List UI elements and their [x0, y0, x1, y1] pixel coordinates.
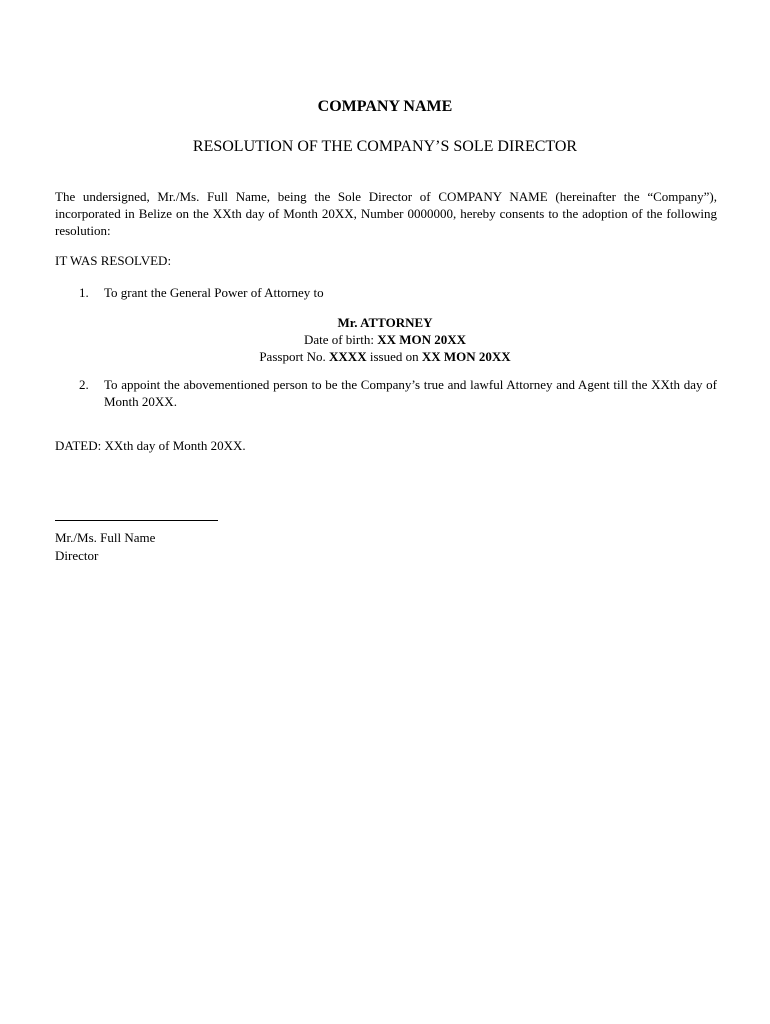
item-number: 1.: [79, 285, 89, 300]
signatory-name: Mr./Ms. Full Name: [55, 530, 156, 545]
resolution-title: RESOLUTION OF THE COMPANY’S SOLE DIRECTOR: [192, 138, 578, 155]
attorney-name: Mr. ATTORNEY: [337, 315, 433, 330]
resolution-item-2: [79, 376, 717, 410]
item-number: 2.: [79, 377, 89, 392]
issued-label: issued on: [366, 349, 422, 364]
issued-value: XX MON 20XX: [421, 349, 511, 364]
item-text: To grant the General Power of Attorney to: [104, 285, 324, 300]
passport-value: XXXX: [329, 349, 367, 364]
dated-line: DATED: XXth day of Month 20XX.: [55, 438, 246, 453]
attorney-dob-line: [0, 331, 770, 348]
attorney-details: [0, 314, 770, 365]
passport-label: Passport No.: [259, 349, 330, 364]
dob-label: Date of birth:: [303, 332, 378, 347]
signature-line: [55, 520, 218, 521]
intro-paragraph: The undersigned, Mr./Ms. Full Name, being the Sole Director of COMPANY NAME (hereinafter the “Company”), incorporated in Belize on the XXth day of Month 20XX, Number 0000000, hereby consents to the adoption of the following resolution:: [55, 189, 717, 238]
resolved-heading: IT WAS RESOLVED:: [55, 253, 172, 268]
signatory-role: Director: [55, 548, 99, 563]
dob-value: XX MON 20XX: [377, 332, 467, 347]
resolution-item-1: [79, 284, 717, 301]
attorney-passport-line: [0, 348, 770, 365]
item-text: To appoint the abovementioned person to be the Company’s true and lawful Attorney and Agent till the XXth day of Month 20XX.: [104, 377, 717, 409]
company-title: COMPANY NAME: [317, 98, 453, 115]
